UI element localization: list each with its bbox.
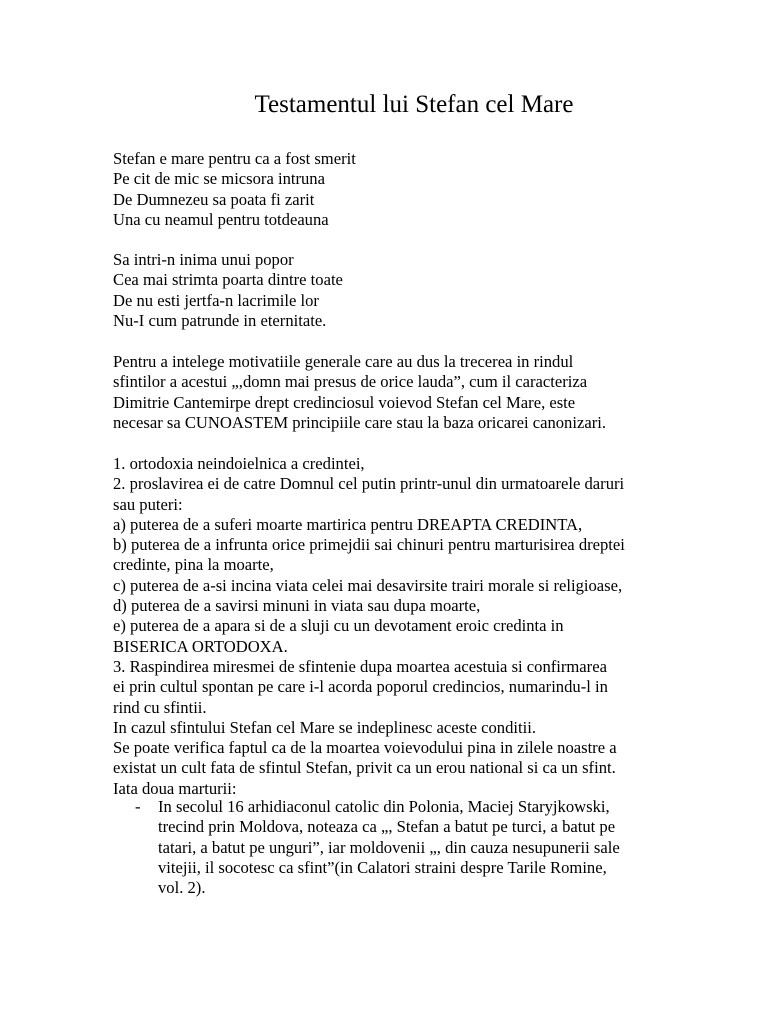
intro-paragraph (113, 352, 673, 433)
criteria-line: ei prin cultul spontan pe care i-l acorda poporul credincios, numarindu-l in (113, 677, 608, 697)
poem-stanza-2 (113, 250, 673, 331)
criteria-line: a) puterea de a suferi moarte martirica pentru DREAPTA CREDINTA, (113, 514, 583, 534)
criteria-line: 1. ortodoxia neindoielnica a credintei, (113, 454, 365, 473)
bullet-line: In secolul 16 arhidiaconul catolic din Polonia, Maciej Staryjkowski, (158, 797, 610, 816)
poem-line: Sa intri-n inima unui popor (113, 250, 294, 269)
poem-stanza-1 (113, 149, 673, 230)
criteria-line: credinte, pina la moarte, (113, 555, 274, 575)
criteria-line: rind cu sfintii. (113, 697, 207, 717)
criteria-line: sau puteri: (113, 494, 183, 514)
poem-line: De nu esti jertfa-n lacrimile lor (113, 290, 319, 310)
criteria-line: In cazul sfintului Stefan cel Mare se indeplinesc aceste conditii. (113, 717, 536, 737)
criteria-line: BISERICA ORTODOXA. (113, 636, 288, 656)
bullet-line: vitejii, il socotesc ca sfint”(in Calatori straini despre Tarile Romine, (158, 857, 607, 877)
criteria-line: 2. proslavirea ei de catre Domnul cel putin printr-unul din urmatoarele daruri (113, 474, 625, 494)
paragraph-line: necesar sa CUNOASTEM principiile care stau la baza oricarei canonizari. (113, 412, 606, 432)
paragraph-line: Dimitrie Cantemirpe drept credinciosul voievod Stefan cel Mare, este (113, 392, 576, 412)
criteria-line: c) puterea de a-si incina viata celei mai desavirsite trairi morale si religioase, (113, 575, 623, 595)
criteria-line: b) puterea de a infrunta orice primejdii sai chinuri pentru marturisirea dreptei (113, 535, 625, 555)
criteria-line: Se poate verifica faptul ca de la moartea voievodului pina in zilele noastre a (113, 738, 617, 758)
poem-line: Cea mai strimta poarta dintre toate (113, 270, 343, 290)
document-title: Testamentul lui Stefan cel Mare (254, 91, 574, 118)
paragraph-line: Pentru a intelege motivatiile generale care au dus la trecerea in rindul (113, 352, 574, 371)
paragraph-line: sfintilor a acestui „,domn mai presus de orice lauda”, cum il caracteriza (113, 372, 588, 392)
criteria-line: Iata doua marturii: (113, 778, 237, 798)
criteria-line: 3. Raspindirea miresmei de sfintenie dupa moartea acestuia si confirmarea (113, 656, 607, 676)
poem-line: Stefan e mare pentru ca a fost smerit (113, 149, 356, 168)
bullet-text (158, 797, 678, 898)
bullet-marker: - (135, 797, 141, 816)
poem-line: Pe cit de mic se micsora intruna (113, 169, 325, 189)
bullet-line: tatari, a batut pe unguri”, iar moldovenii „, din cauza nesupunerii sale (158, 837, 620, 857)
criteria-line: existat un cult fata de sfintul Stefan, privit ca un erou national si ca un sfint. (113, 758, 616, 778)
poem-line: Una cu neamul pentru totdeauna (113, 209, 329, 229)
poem-line: Nu-I cum patrunde in eternitate. (113, 310, 327, 330)
poem-line: De Dumnezeu sa poata fi zarit (113, 189, 315, 209)
bullet-line: trecind prin Moldova, noteaza ca „, Stefan a batut pe turci, a batut pe (158, 817, 616, 837)
bullet-line: vol. 2). (158, 878, 206, 898)
canonization-criteria (113, 454, 673, 799)
criteria-line: e) puterea de a apara si de a sluji cu un devotament eroic credinta in (113, 616, 564, 636)
criteria-line: d) puterea de a savirsi minuni in viata sau dupa moarte, (113, 596, 481, 616)
